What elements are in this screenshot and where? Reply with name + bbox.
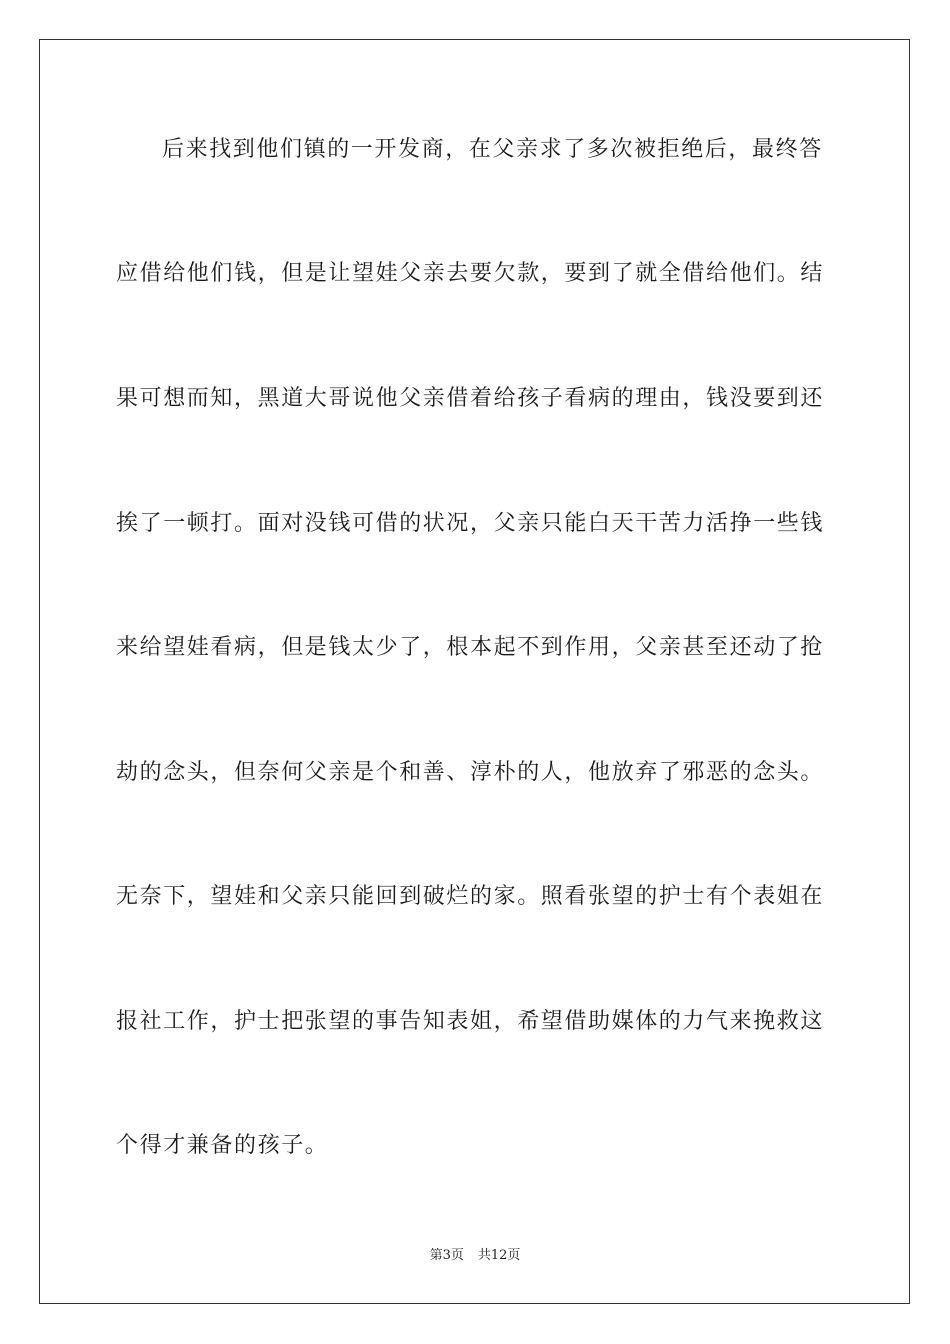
paragraph-line-5: 来给望娃看病，但是钱太少了，根本起不到作用，父亲甚至还动了抢 — [116, 635, 825, 660]
total-pages: 共12页 — [477, 1248, 521, 1263]
page-border — [39, 39, 910, 1304]
page-number: 第3页 — [429, 1248, 464, 1263]
page-footer — [0, 1247, 950, 1265]
paragraph-line-3: 果可想而知，黑道大哥说他父亲借着给孩子看病的理由，钱没要到还 — [116, 386, 825, 411]
paragraph-line-8: 报社工作，护士把张望的事告知表姐，希望借助媒体的力气来挽救这 — [116, 1009, 825, 1034]
paragraph-line-6: 劫的念头，但奈何父亲是个和善、淳朴的人，他放弃了邪恶的念头。 — [116, 760, 825, 785]
paragraph-line-4: 挨了一顿打。面对没钱可借的状况，父亲只能白天干苦力活挣一些钱 — [116, 511, 825, 536]
paragraph-line-2: 应借给他们钱，但是让望娃父亲去要欠款，要到了就全借给他们。结 — [116, 261, 825, 286]
paragraph-line-1: 后来找到他们镇的一开发商，在父亲求了多次被拒绝后，最终答 — [162, 137, 823, 162]
paragraph-line-7: 无奈下，望娃和父亲只能回到破烂的家。照看张望的护士有个表姐在 — [116, 884, 825, 909]
paragraph-line-9: 个得才兼备的孩子。 — [116, 1133, 329, 1158]
